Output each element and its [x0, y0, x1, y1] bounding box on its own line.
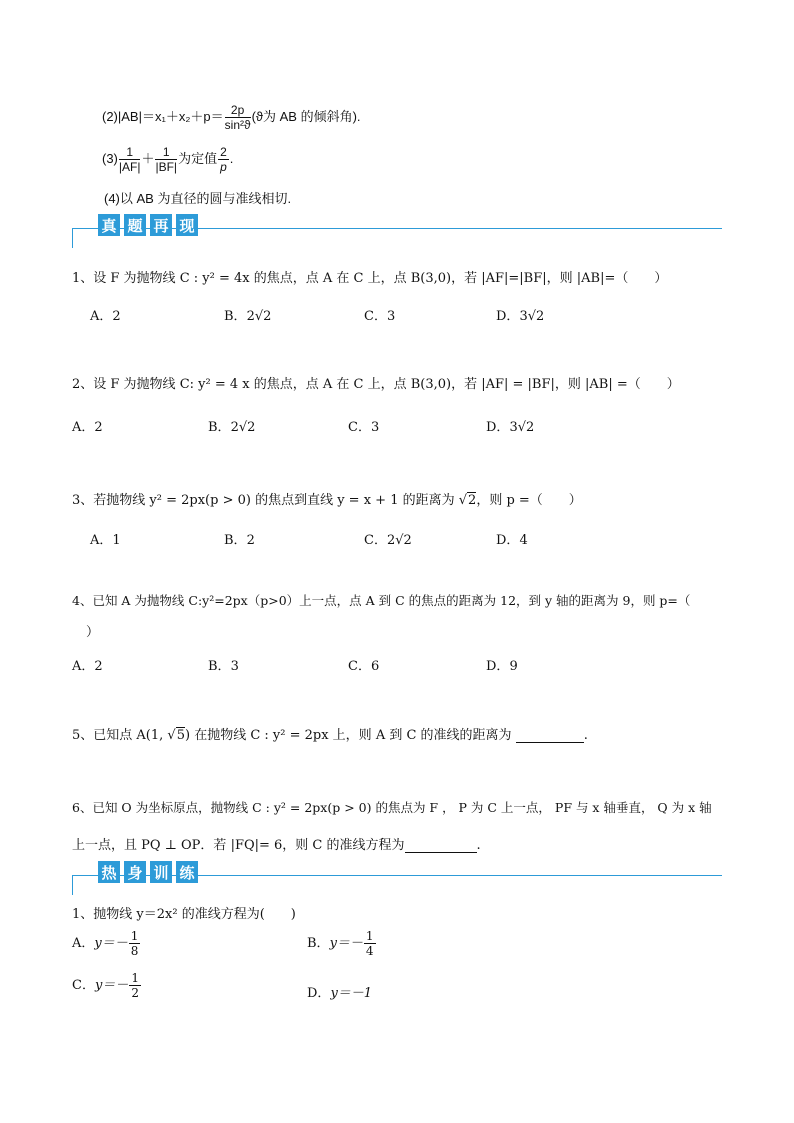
- problem-4-option-a[interactable]: [72, 655, 103, 674]
- problem-3-option-b[interactable]: [224, 529, 255, 548]
- option-fraction: [364, 930, 376, 957]
- sqrt-radicand: 5: [176, 728, 185, 743]
- item2-fraction: [225, 104, 251, 131]
- option-label: D．: [496, 309, 520, 324]
- fraction-num: 1: [130, 929, 139, 943]
- item2-prefix: (2)|AB|＝x₁＋x₂＋p＝: [102, 108, 224, 124]
- option-value: 2: [246, 533, 255, 548]
- option-label: C．: [72, 978, 95, 993]
- option-var: y＝－: [94, 936, 128, 951]
- problem-4-stem-line1: 4、已知 A 为抛物线 C:y²=2px（p>0）上一点，点 A 到 C 的焦点的距离为 12，到 y 轴的距离为 9，则 p=（: [72, 593, 691, 608]
- banner-char: 身: [124, 861, 146, 883]
- property-item-3: [102, 146, 233, 173]
- property-item-2: [102, 104, 361, 131]
- item2-fraction-num: 2p: [225, 104, 251, 118]
- problem-3-option-d[interactable]: [496, 529, 528, 548]
- fraction-num: 1: [365, 929, 374, 943]
- option-fraction: [129, 972, 141, 999]
- item3-f2-num: 1: [155, 146, 177, 160]
- option-label: A．: [90, 533, 113, 548]
- option-label: D．: [496, 533, 520, 548]
- problem-2-option-d[interactable]: [486, 416, 534, 435]
- item3-fraction-2: [155, 146, 177, 173]
- problem-6-stem-line2: [72, 834, 481, 853]
- option-label: C．: [364, 309, 387, 324]
- option-fraction: [129, 930, 141, 957]
- option-label: A．: [90, 309, 113, 324]
- fraction-den: 8: [130, 944, 139, 958]
- item3-f3-den: p: [220, 160, 227, 174]
- sqrt-symbol: √: [167, 728, 176, 743]
- sqrt-symbol: √: [458, 493, 468, 508]
- problem-2-option-c[interactable]: [348, 416, 379, 435]
- stem-text: 上一点，且 PQ ⊥ OP．若 |FQ|= 6，则 C 的准线方程为: [72, 838, 405, 853]
- option-label: B．: [224, 309, 247, 324]
- banner-char: 真: [98, 214, 120, 236]
- banner-char: 训: [150, 861, 172, 883]
- option-label: B．: [307, 936, 330, 951]
- option-value: 3: [386, 309, 396, 324]
- warmup-1-stem: 1、抛物线 y＝2x² 的准线方程为( ): [72, 907, 296, 922]
- option-value: 2: [94, 659, 103, 674]
- fraction-num: 1: [131, 971, 139, 985]
- stem-end: .: [583, 728, 588, 743]
- option-value: 2√2: [246, 309, 272, 324]
- stem-text: 5、已知点 A(1,: [72, 728, 168, 743]
- problem-3-option-c[interactable]: [364, 529, 412, 548]
- answer-blank[interactable]: [405, 840, 477, 853]
- stem-text: 3、若抛物线 y² = 2px(p > 0) 的焦点到直线 y = x + 1 的距离为: [72, 493, 459, 508]
- option-label: D．: [486, 659, 510, 674]
- option-value: 2: [112, 309, 121, 324]
- option-label: B．: [208, 659, 231, 674]
- problem-2-option-a[interactable]: [72, 416, 103, 435]
- option-label: B．: [224, 533, 247, 548]
- problem-6-stem-line1: 6、已知 O 为坐标原点，抛物线 C : y² = 2px(p > 0) 的焦点为 F ， P 为 C 上一点， PF 与 x 轴垂直， Q 为 x 轴: [72, 800, 712, 815]
- option-value: 4: [519, 533, 528, 548]
- property-item-4: (4)以 AB 为直径的圆与准线相切.: [104, 191, 292, 206]
- option-label: C．: [348, 420, 371, 435]
- option-label: C．: [364, 533, 387, 548]
- stem-text: ) 在抛物线 C : y² = 2px 上，则 A 到 C 的准线的距离为: [184, 728, 516, 743]
- sqrt-radicand: 2: [468, 493, 477, 508]
- problem-2-stem: 2、设 F 为抛物线 C: y² = 4 x 的焦点，点 A 在 C 上，点 B(3,0)，若 |AF| = |BF|，则 |AB| =（ ）: [72, 377, 680, 392]
- problem-1-stem: 1、设 F 为抛物线 C : y² = 4x 的焦点，点 A 在 C 上，点 B(3,0)，若 |AF|=|BF|，则 |AB|=（ ）: [72, 271, 668, 286]
- section-banner-warmup: [72, 861, 722, 895]
- option-value: 3: [230, 659, 239, 674]
- problem-4-option-b[interactable]: [208, 655, 239, 674]
- banner-char: 练: [176, 861, 198, 883]
- option-label: D．: [486, 420, 510, 435]
- banner-title: [98, 214, 198, 236]
- answer-blank[interactable]: [516, 730, 584, 743]
- option-var: y＝－: [329, 936, 363, 951]
- banner-char: 再: [150, 214, 172, 236]
- option-value: 6: [370, 659, 380, 674]
- option-value: 3√2: [519, 309, 545, 324]
- problem-2-option-b[interactable]: [208, 416, 255, 435]
- option-value: 1: [112, 533, 121, 548]
- problem-4-option-d[interactable]: [486, 655, 518, 674]
- option-value: 3: [370, 420, 380, 435]
- item2-suffix: (ϑ为 AB 的倾斜角).: [251, 108, 361, 124]
- problem-4-stem-line2: ）: [86, 625, 100, 640]
- item3-f2-den: |BF|: [155, 160, 178, 174]
- fraction-den: 4: [365, 944, 374, 958]
- problem-1-option-a[interactable]: [90, 305, 121, 324]
- option-var: y＝－: [94, 978, 129, 993]
- item3-fraction-3: [218, 146, 229, 173]
- problem-5-stem: [72, 724, 588, 743]
- option-value: 3√2: [509, 420, 535, 435]
- problem-1-option-c[interactable]: [364, 305, 395, 324]
- option-label: A．: [72, 936, 95, 951]
- problem-1-option-d[interactable]: [496, 305, 544, 324]
- problem-4-option-c[interactable]: [348, 655, 379, 674]
- option-label: A．: [72, 420, 95, 435]
- item3-f3-num: 2: [220, 145, 227, 159]
- option-var: y＝－1: [330, 986, 373, 1001]
- warmup-1-option-c[interactable]: [72, 972, 142, 999]
- option-value: 9: [509, 659, 518, 674]
- banner-char: 题: [124, 214, 146, 236]
- warmup-1-option-d[interactable]: [307, 982, 372, 1001]
- option-value: 2√2: [230, 420, 256, 435]
- banner-title: [98, 861, 198, 883]
- banner-char: 热: [98, 861, 120, 883]
- banner-corner: [72, 875, 73, 895]
- warmup-1-option-a[interactable]: [72, 930, 141, 957]
- option-label: B．: [208, 420, 231, 435]
- item3-plus: ＋: [141, 150, 155, 166]
- item3-fraction-1: [119, 146, 141, 173]
- option-label: A．: [72, 659, 95, 674]
- section-banner-real-questions: [72, 214, 722, 248]
- option-label: D．: [307, 986, 331, 1001]
- item3-f1-num: 1: [119, 146, 141, 160]
- item3-end: .: [229, 150, 234, 166]
- option-value: 2√2: [386, 533, 412, 548]
- stem-text: ，则 p =（ ）: [476, 493, 582, 508]
- item3-f1-den: |AF|: [118, 160, 141, 174]
- warmup-1-option-b[interactable]: [307, 930, 377, 957]
- stem-end: .: [476, 838, 481, 853]
- item2-fraction-den: sin²ϑ: [224, 118, 251, 132]
- option-label: C．: [348, 659, 371, 674]
- problem-1-option-b[interactable]: [224, 305, 271, 324]
- item3-mid: 为定值: [178, 150, 218, 166]
- problem-3-stem: [72, 489, 582, 508]
- item3-prefix: (3): [102, 150, 118, 166]
- banner-corner: [72, 228, 73, 248]
- problem-3-option-a[interactable]: [90, 529, 121, 548]
- fraction-den: 2: [131, 986, 139, 1000]
- banner-char: 现: [176, 214, 198, 236]
- option-value: 2: [94, 420, 103, 435]
